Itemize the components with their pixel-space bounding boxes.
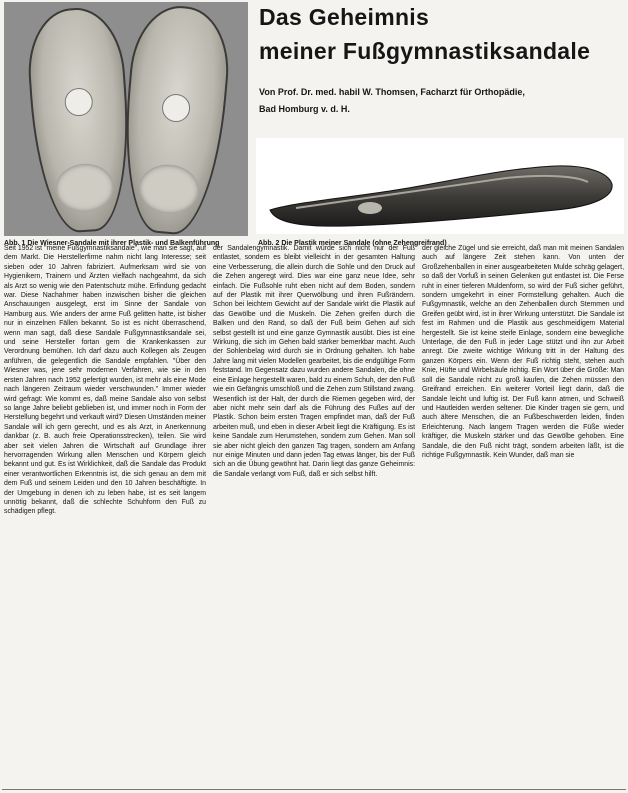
author-byline: [259, 84, 525, 118]
right-sandal-image: [116, 2, 233, 236]
left-sandal-image: [24, 5, 135, 235]
figure-2-photo: [256, 138, 624, 234]
article-title-line-2: meiner Fußgymnastiksandale: [259, 38, 591, 64]
author-line-2: Bad Homburg v. d. H.: [259, 104, 350, 114]
column-3-paragraph: der gleiche Zügel und sie erreicht, daß man mit meinen Sandalen auch auf längere Zeit stehen kann. Von unten der Großzehenballen in einer ausgearbeiteten Mulde schräg gelagert, so daß der Vorfuß in seinen Gelenken gut entlastet ist. Die Ferse ruht in einer tieferen Muldenform, so wird der Fuß sicher geführt, sondern umgekehrt in einer Formstellung gehalten. Auch die Fußgymnastik, welche an den Zehenballen durch Stemmen und Greifen geübt wird, ist in ihrer Wirkung unterstützt. Die Sandale ist fest im Rahmen und die Plastik aus geschmeidigem Material hergestellt. Sie ist keine steife Einlage, sondern eine bewegliche Unterlage, die den Fuß in jeder Lage stützt und ihn zur Arbeit anregt. Die zweite wichtige Wirkung tritt in der Haltung des ganzen Körpers ein. Wenn der Fuß richtig steht, stehen auch Knie, Hüfte und Wirbelsäule richtig. Ein Wort über die Größe: Man soll die Sandale nicht zu groß kaufen, die Zehen müssen den Greifrand erreichen. Ein weiterer Vorteil liegt darin, daß die Sandale leicht und luftig ist. Der Fuß kann atmen, und Schweiß und Hautleiden werden seltener. Die Kinder tragen sie gern, und auch ältere Menschen, die an Fußbeschwerden leiden, finden Erleichterung. Nach langem Tragen werden die Füße wieder kräftiger, die Muskeln stärker und das Gewölbe gehoben. Eine Sandale, die den Fuß nicht trägt, sondern arbeiten läßt, ist die richtige Fußgymnastik. Kein Wunder, daß man sie: [422, 245, 624, 459]
figure-2-caption: Abb. 2 Die Plastik meiner Sandale (ohne Zehengreifrand): [258, 240, 447, 247]
text-column-3: [422, 244, 624, 784]
author-line-1: Von Prof. Dr. med. habil W. Thomsen, Facharzt für Orthopädie,: [259, 87, 525, 97]
bottom-rule: [2, 789, 626, 790]
text-column-2: [213, 244, 415, 784]
column-2-paragraph: der Sandalengymnastik. Damit würde sich nicht nur der Fuß entlastet, sondern es bleibt vielleicht in der gesamten Haltung eine Verbesserung, die allein durch die Sohle und den Druck auf die Zehen angeregt wird. Dies war eine ganz neue Idee, sehr einfach. Die Fußsohle ruht eben nicht auf dem Boden, sondern auf der Plastik mit ihrer Querwölbung und ihren Fußrändern. Schon bei leichtem Gewicht auf der Sandale wirkt die Plastik auf das Gewölbe und die Muskeln. Die Zehen greifen durch die Balken und den Rand, so daß der Fuß beim Gehen auf sich selbst gestellt ist und eine ganze Gymnastik ausübt. Dies ist eine Wirkung, die sich im Gehen bald stärker bemerkbar macht. Auch der Sohlenbelag wird durch sie in Ordnung gehalten. Ich habe Jahre lang mit vielen Modellen gearbeitet, bis die endgültige Form feststand. Im Gegensatz dazu wurden andere Sandalen, die ohne eine Einlage hergestellt waren, bald zu einem Schuh, der den Fuß wie ein Gefängnis umschloß und die Zehen zum Stillstand zwang. Wesentlich ist der Halt, der durch die Riemen gegeben wird, der aber nicht mehr sein darf als die Führung des Fußes auf der Plastik. Schon beim ersten Tragen empfindet man, daß der Fuß arbeiten muß, und eben in dieser Arbeit liegt die Kräftigung. Es ist keine Sandale zum Herumstehen, sondern zum Gehen. Man soll sie aber nicht gleich den ganzen Tag tragen, sondern am Anfang nur einige Minuten und dann jeden Tag etwas länger, bis der Fuß sich an die Übung gewöhnt hat. Darin liegt das ganze Geheimnis: die Sandale verlangt vom Fuß, daß er sich selbst hilft.: [213, 245, 415, 478]
insole-plastic-image: [256, 138, 624, 234]
column-1-paragraph: Seit 1952 ist "meine Fußgymnastiksandale", wie man sie sagt, auf dem Markt. Die Herstellerfirme nahm nicht lang Interesse; seit sieben oder 10 Jahren fabriziert. Aufmerksam wird sie von Hygienikern, Trainern und Ärzten vielfach nachgeahmt, da sich als Arzt so wenig wie den Patentschutz mühe. Erfindung gedacht war. Diese Nachahmer haben inzwischen bisher die gleichen Anschauungen ausgelegt, erst im Sinne der Sandale von Hamburg aus. Wie anders der arme Fuß gelitten hatte, ist bisher nur in einzelnen Fällen bekannt. So ist es nicht überraschend, wenn man sagt, daß diese Sandale Fußgymnastiksandale sei, und seine Hersteller fortan gern die Krankenkassen zur Verordnung bemühen. Ich darf dazu auch Kollegen als Zeugen anführen, die gelegentlich die Sandale empfahlen. "Über den Wiesner was, jene sehr modernen Verfahren, wie sie in den ersten Jahren nach 1952 gefertigt wurden, ist mehr als eine Mode nach längeren Zeitraum wieder verschwunden." Immer wieder wird gefragt: Wie kommt es, daß meine Sandale also von selbst so lange Jahre beliebt geblieben ist, und immer noch in Form der Herstellung begehrt und verkauft wird? Diesen Umständen meiner Sandale will ich gern gerecht, und es als Arzt, in Anerkennung dankbar (z. B. auch freie Operationsstrecken), teilen. Sie wird aber seit vielen Jahren die Wirtschaft auf Grundlage ihrer hervorragenden Wirkung allen Menschen und Körpern gleich bekannt und gut. Es ist Wirklichkeit, daß die Sandale das Produkt einer verantwortlichen Erkenntnis ist, die sich genau an dem mit dem Fuß und seinem Leiden und den 10 Jahren beschäftigte. In der Umgebung in denen ich zu leben habe, ist es seit langem unnötig bekannt, daß die schlechte Schuhform den Fuß zu schädigen pflegt.: [4, 245, 206, 516]
figure-1-photo: [4, 2, 248, 236]
article-title-line-1: Das Geheimnis: [259, 4, 430, 30]
figure-1-caption: Abb. 1 Die Wiesner-Sandale mit ihrer Plastik- und Balkenführung: [4, 240, 220, 247]
text-column-1: [4, 244, 206, 784]
